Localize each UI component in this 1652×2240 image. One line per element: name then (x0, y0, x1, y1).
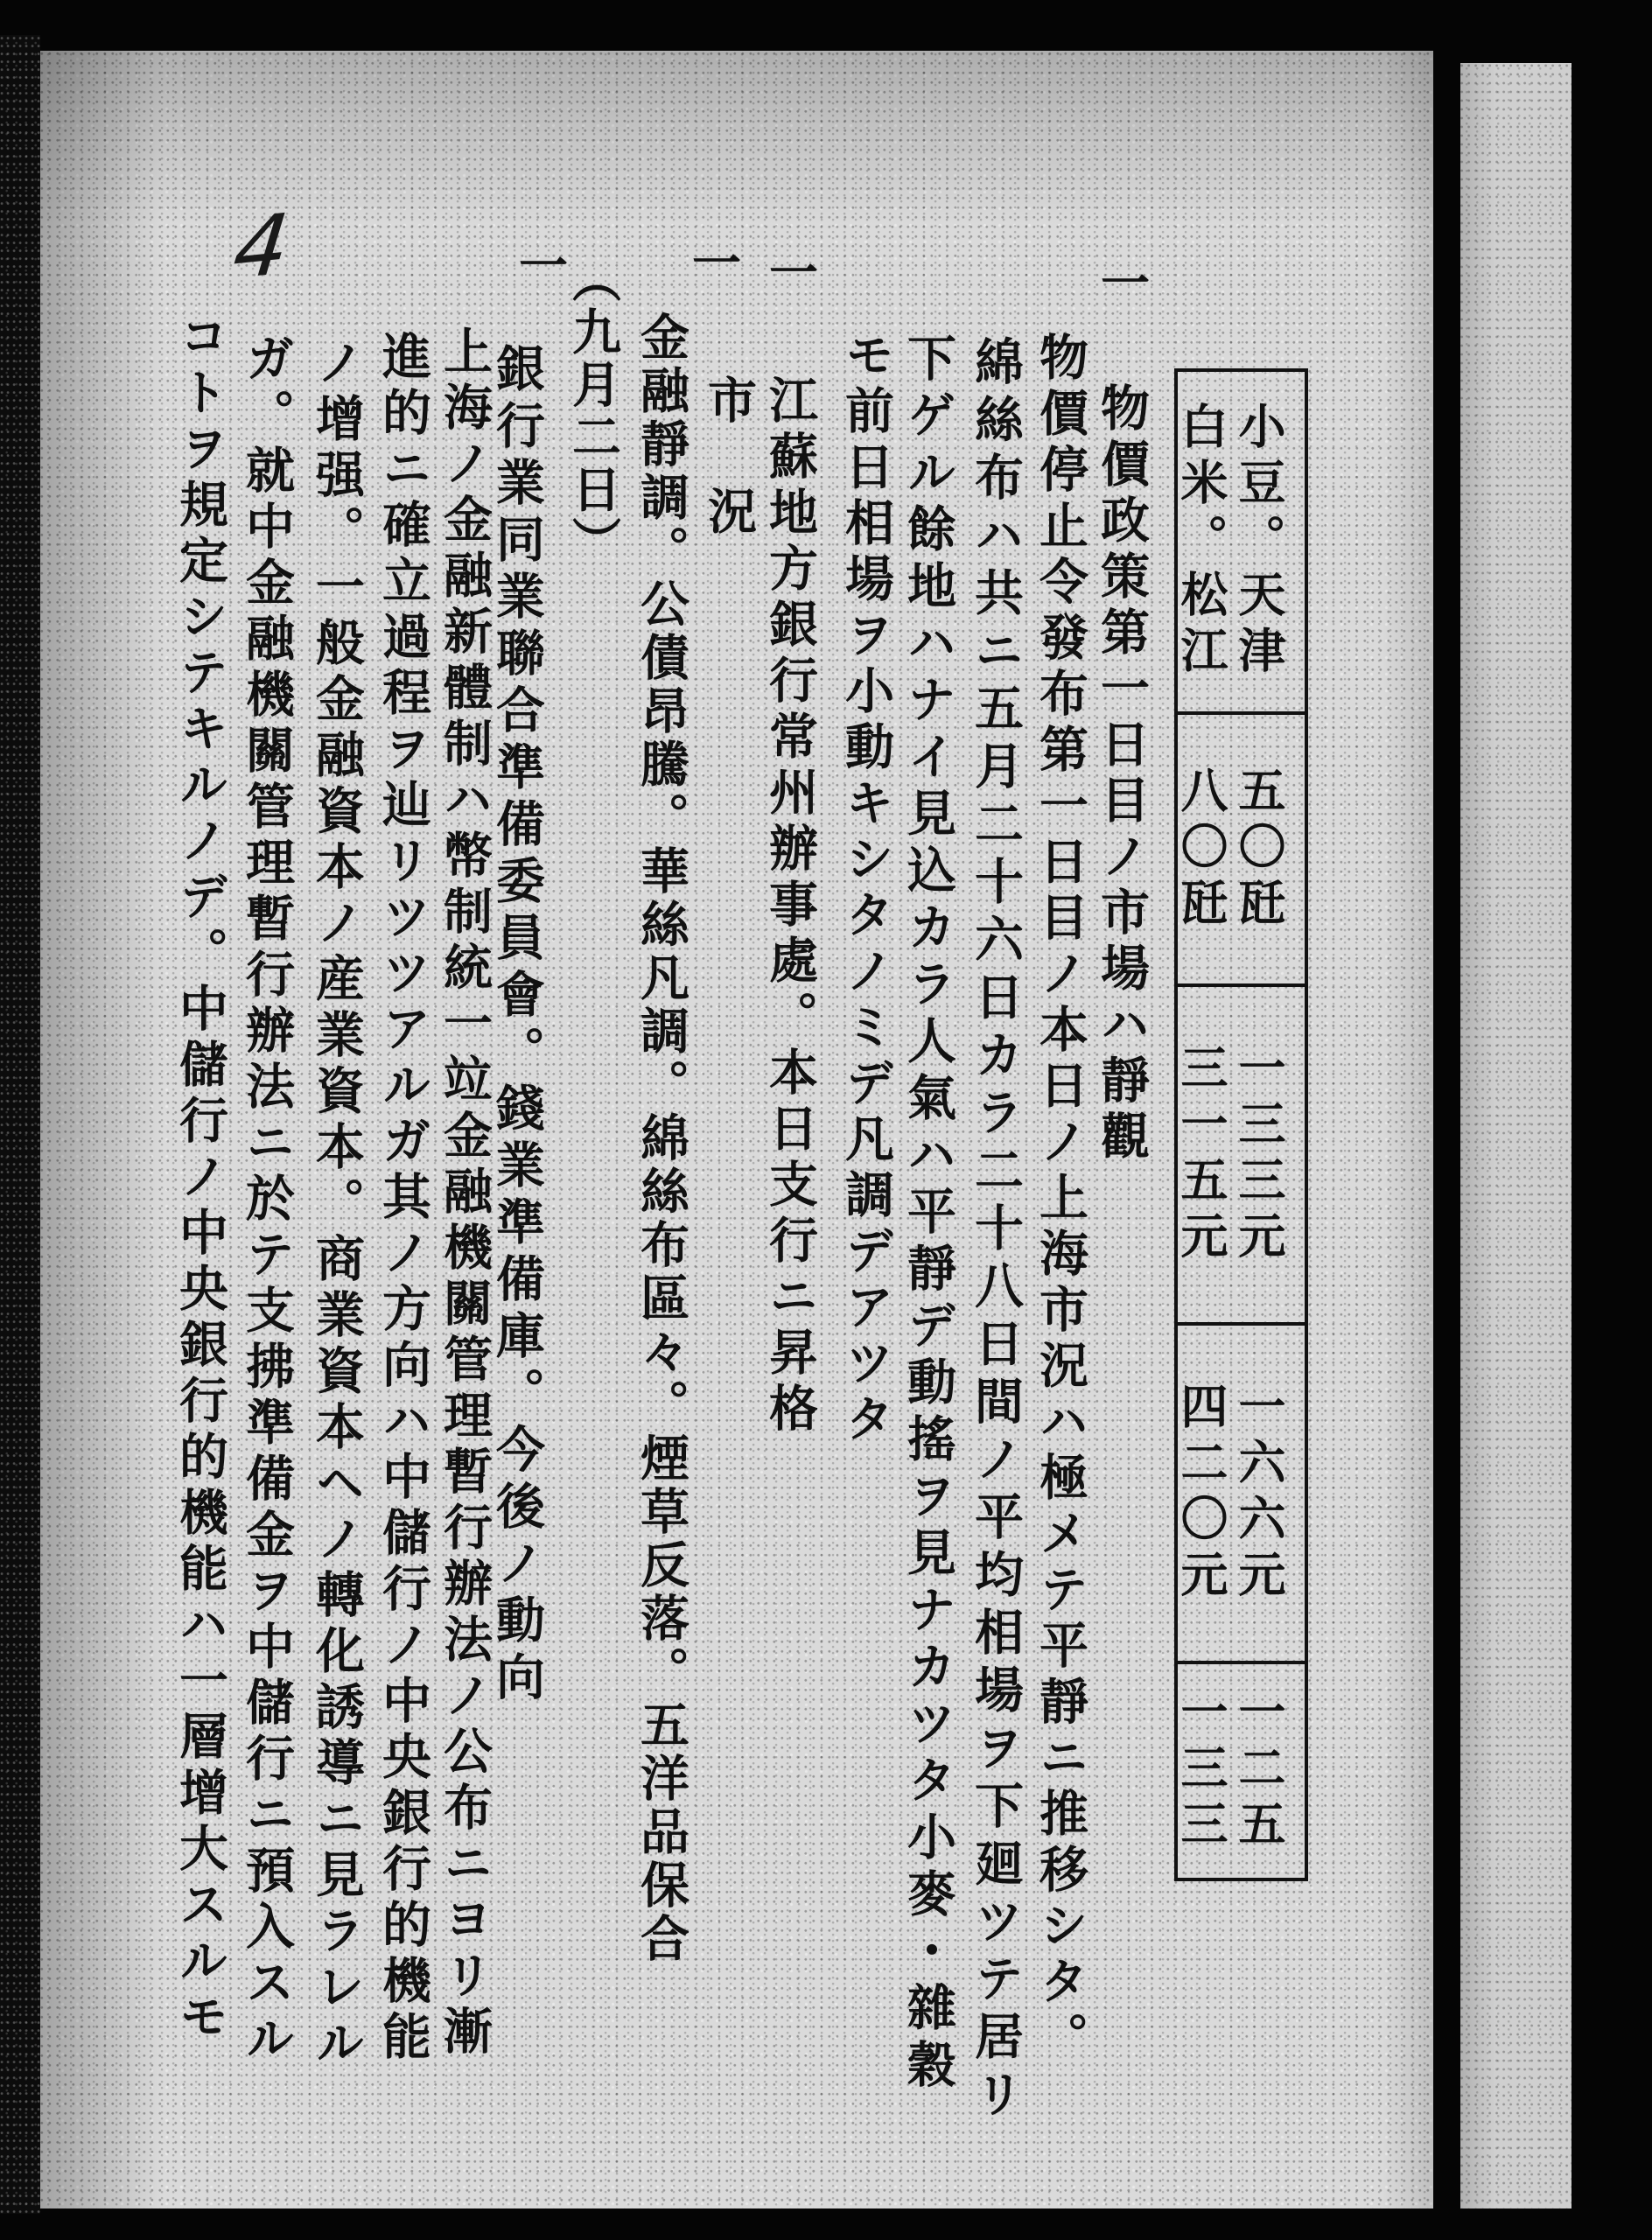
table-row (1173, 1661, 1305, 1881)
table-cell: 白米。松江 (1173, 402, 1229, 682)
body-line: 綿絲布ハ共ニ五月二十六日カラ二十八日間ノ平均相場ヲ下廻ツテ居リ (967, 336, 1025, 2126)
page-gutter (1433, 0, 1460, 2240)
adjacent-page-edge (1460, 63, 1572, 2208)
body-line: 進的ニ確立過程ヲ辿リツツアルガ其ノ方向ハ中儲行ノ中央銀行的機能 (374, 331, 432, 2067)
body-line: モ前日相場ヲ小動キシタノミデ凡調デアツタ (837, 329, 895, 1449)
table-cell: 八〇瓩 (1173, 765, 1229, 934)
item-marker: 一 (761, 247, 819, 303)
table-cell: 五〇瓩 (1231, 765, 1287, 934)
table-cell: 三一五元 (1173, 1042, 1229, 1267)
table-cell: 四二〇元 (1173, 1381, 1229, 1606)
body-line: 上海ノ金融新體制ハ幣制統一竝金融機關管理暫行辦法ノ公布ニヨリ漸 (436, 326, 494, 2062)
body-line: 下ゲル餘地ハナイ見込カラ人氣ハ平靜デ動搖ヲ見ナカツタ小麥・雜穀 (900, 332, 957, 2096)
date-line: （九月二日） (564, 254, 622, 569)
item-marker: 一 (1093, 257, 1151, 313)
item-heading: 物價政策第一日目ノ市場ハ靜觀 (1093, 382, 1151, 1166)
table-cell: 一三三 (1173, 1687, 1229, 1855)
body-line: ノ增强。一般金融資本ノ産業資本。商業資本ヘノ轉化誘導ニ見ラレル (308, 337, 366, 2073)
table-row (1173, 1322, 1305, 1661)
item-heading: 市況 (700, 374, 758, 597)
item-heading: 江蘇地方銀行常州辦事處。本日支行ニ昇格 (761, 374, 819, 1438)
table-row (1173, 984, 1305, 1322)
table-row (1173, 711, 1305, 984)
table-cell: 一二五 (1231, 1687, 1287, 1855)
item-marker: 一 (684, 237, 742, 293)
item-marker: 一 (511, 240, 569, 296)
item-heading: 銀行業同業聯合準備委員會。錢業準備庫。今後ノ動向 (488, 343, 546, 1708)
table-row (1173, 368, 1305, 711)
price-table (1174, 368, 1308, 1881)
body-line: 物價停止令發布第一日目ノ本日ノ上海市況ハ極メテ平靜ニ推移シタ。 (1032, 332, 1089, 2068)
table-cell: 一三三元 (1231, 1042, 1287, 1267)
scan-left-edge (0, 35, 40, 2214)
table-cell: 小豆。天津 (1231, 402, 1287, 682)
table-cell: 一六六元 (1231, 1381, 1287, 1606)
body-line: ガ。就中金融機關管理暫行辦法ニ於テ支拂準備金ヲ中儲行ニ預入スル (238, 332, 296, 2068)
handwritten-page-number: 4 (228, 195, 294, 298)
body-line: コトヲ規定シテキルノデ。中儲行ノ中央銀行的機能ハ一層增大スルモ (172, 311, 229, 2047)
body-line: 金融靜調。公債昂騰。華絲凡調。綿絲布區々。煙草反落。五洋品保合 (633, 312, 690, 1966)
